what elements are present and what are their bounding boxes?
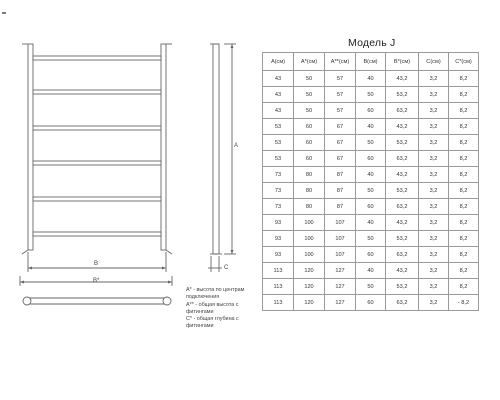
- table-cell: 40: [356, 71, 386, 87]
- table-row: [263, 151, 479, 167]
- table-cell: 40: [356, 119, 386, 135]
- table-cell: 50: [294, 71, 325, 87]
- table-cell: 60: [294, 135, 325, 151]
- table-cell: 67: [325, 119, 356, 135]
- table-cell: 3,2: [419, 151, 449, 167]
- table-cell: 8,2: [449, 183, 479, 199]
- table-cell: 8,2: [449, 167, 479, 183]
- table-cell: 8,2: [449, 263, 479, 279]
- table-cell: 93: [263, 247, 294, 263]
- table-cell: 93: [263, 215, 294, 231]
- note-line: А** - общая высота с: [186, 301, 239, 308]
- table-cell: 63,2: [386, 247, 419, 263]
- dimension-label-b: B: [94, 261, 99, 267]
- table-cell: 50: [356, 279, 386, 295]
- table-cell: 43: [263, 87, 294, 103]
- table-cell: 53: [263, 119, 294, 135]
- table-cell: 50: [356, 135, 386, 151]
- table-cell: 80: [294, 199, 325, 215]
- table-cell: 57: [325, 87, 356, 103]
- table-cell: 3,2: [419, 135, 449, 151]
- table-cell: 120: [294, 279, 325, 295]
- table-cell: 40: [356, 263, 386, 279]
- table-cell: 43: [263, 103, 294, 119]
- table-row: [263, 199, 479, 215]
- table-cell: 8,2: [449, 103, 479, 119]
- table-cell: 53: [263, 135, 294, 151]
- table-row: [263, 215, 479, 231]
- model-title: Модель J: [348, 37, 396, 49]
- table-cell: 100: [294, 231, 325, 247]
- table-row: [263, 183, 479, 199]
- table-cell: 127: [325, 279, 356, 295]
- note-line: подключения: [186, 294, 220, 301]
- table-row: [263, 135, 479, 151]
- table-cell: 3,2: [419, 263, 449, 279]
- table-cell: 67: [325, 135, 356, 151]
- table-row: [263, 231, 479, 247]
- column-header: A*(см): [294, 53, 325, 71]
- note-line: фитингами: [186, 323, 214, 330]
- table-row: [263, 295, 479, 311]
- table-cell: 3,2: [419, 183, 449, 199]
- table-cell: 120: [294, 295, 325, 311]
- table-row: [263, 71, 479, 87]
- table-cell: 113: [263, 295, 294, 311]
- table-row: [263, 103, 479, 119]
- table-cell: 50: [356, 231, 386, 247]
- table-cell: 107: [325, 247, 356, 263]
- table-cell: 63,2: [386, 295, 419, 311]
- table-cell: 60: [294, 151, 325, 167]
- table-cell: 53,2: [386, 87, 419, 103]
- table-cell: 43,2: [386, 215, 419, 231]
- table-cell: 53,2: [386, 135, 419, 151]
- table-cell: 80: [294, 183, 325, 199]
- table-cell: 43,2: [386, 71, 419, 87]
- table-cell: 3,2: [419, 199, 449, 215]
- note-line: А* - высота по центрам: [186, 287, 245, 293]
- table-row: [263, 263, 479, 279]
- table-cell: 57: [325, 103, 356, 119]
- table-cell: 53,2: [386, 231, 419, 247]
- table-cell: 8,2: [449, 247, 479, 263]
- table-cell: 60: [356, 103, 386, 119]
- table-row: [263, 167, 479, 183]
- table-cell: 93: [263, 231, 294, 247]
- table-row: [263, 279, 479, 295]
- table-cell: 107: [325, 215, 356, 231]
- table-cell: 8,2: [449, 87, 479, 103]
- column-header: A**(см): [325, 53, 356, 71]
- table-cell: 73: [263, 199, 294, 215]
- dimension-label-c: C: [224, 265, 229, 271]
- column-header: B*(см): [386, 53, 419, 71]
- table-cell: 100: [294, 247, 325, 263]
- table-cell: 60: [356, 199, 386, 215]
- table-cell: 50: [294, 87, 325, 103]
- table-cell: 40: [356, 215, 386, 231]
- table-row: [263, 247, 479, 263]
- table-cell: 107: [325, 231, 356, 247]
- table-cell: 8,2: [449, 151, 479, 167]
- table-cell: 43,2: [386, 263, 419, 279]
- table-cell: 3,2: [419, 231, 449, 247]
- table-cell: 100: [294, 215, 325, 231]
- dimension-label-b-star: B*: [93, 278, 100, 284]
- table-cell: 63,2: [386, 151, 419, 167]
- table-cell: 3,2: [419, 247, 449, 263]
- table-cell: 60: [356, 151, 386, 167]
- table-cell: 40: [356, 167, 386, 183]
- table-cell: 8,2: [449, 215, 479, 231]
- table-cell: 50: [356, 183, 386, 199]
- table-cell: 3,2: [419, 71, 449, 87]
- note-line: фитингами: [186, 308, 214, 315]
- table-cell: 8,2: [449, 199, 479, 215]
- table-cell: 8,2: [449, 279, 479, 295]
- table-cell: 53,2: [386, 279, 419, 295]
- table-body: [263, 71, 479, 311]
- table-cell: 50: [294, 103, 325, 119]
- table-cell: 8,2: [449, 71, 479, 87]
- table-cell: 120: [294, 263, 325, 279]
- table-cell: 113: [263, 263, 294, 279]
- table-cell: 3,2: [419, 119, 449, 135]
- table-cell: 53: [263, 151, 294, 167]
- table-cell: 3,2: [419, 87, 449, 103]
- table-cell: 63,2: [386, 199, 419, 215]
- table-cell: 50: [356, 87, 386, 103]
- table-row: [263, 87, 479, 103]
- table-cell: 3,2: [419, 103, 449, 119]
- table-cell: 80: [294, 167, 325, 183]
- table-cell: 3,2: [419, 279, 449, 295]
- table-cell: 3,2: [419, 295, 449, 311]
- dimension-label-a: A: [234, 143, 239, 149]
- table-cell: 113: [263, 279, 294, 295]
- table-cell: 60: [356, 295, 386, 311]
- table-row: [263, 119, 479, 135]
- table-header-row: [263, 53, 479, 71]
- dimensions-table: [262, 52, 479, 311]
- column-header: C(см): [419, 53, 449, 71]
- column-header: C*(см): [449, 53, 479, 71]
- table-cell: 87: [325, 183, 356, 199]
- table-cell: 73: [263, 167, 294, 183]
- table-cell: 43,2: [386, 167, 419, 183]
- table-cell: 63,2: [386, 103, 419, 119]
- table-cell: 3,2: [419, 167, 449, 183]
- table-cell: 43,2: [386, 119, 419, 135]
- table-cell: 60: [356, 247, 386, 263]
- note-line: С* - общая глубина с: [186, 316, 239, 323]
- table-cell: 60: [294, 119, 325, 135]
- table-cell: 8,2: [449, 231, 479, 247]
- table-cell: 3,2: [419, 215, 449, 231]
- table-cell: 53,2: [386, 183, 419, 199]
- table-cell: - 8,2: [449, 295, 479, 311]
- table-cell: 127: [325, 263, 356, 279]
- table-cell: 8,2: [449, 135, 479, 151]
- table-cell: 73: [263, 183, 294, 199]
- table-cell: 67: [325, 151, 356, 167]
- table-cell: 57: [325, 71, 356, 87]
- table-cell: 127: [325, 295, 356, 311]
- table-cell: 8,2: [449, 119, 479, 135]
- column-header: A(см): [263, 53, 294, 71]
- table-cell: 87: [325, 167, 356, 183]
- column-header: B(см): [356, 53, 386, 71]
- table-cell: 43: [263, 71, 294, 87]
- table-cell: 87: [325, 199, 356, 215]
